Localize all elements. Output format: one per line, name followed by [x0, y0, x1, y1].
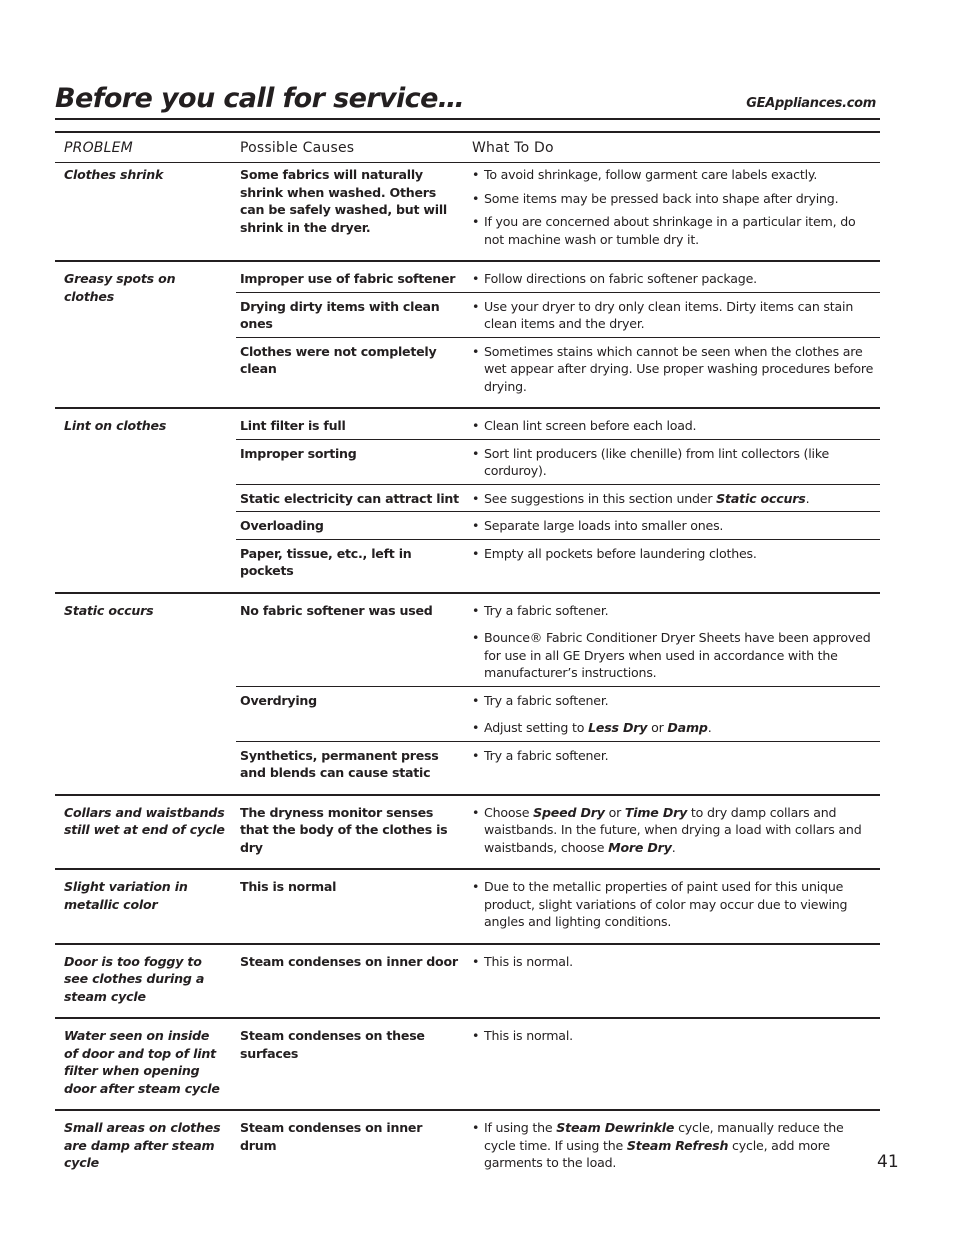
action-cell [464, 593, 880, 687]
action-cell [464, 484, 880, 512]
cause-cell: Paper, tissue, etc., left in pockets [236, 539, 464, 593]
table-row [55, 163, 880, 262]
table-row [55, 261, 880, 292]
problem-cell: Water seen on inside of door and top of lint filter when opening door after steam cycle [55, 1018, 236, 1110]
action-text: See suggestions in this section under [484, 490, 713, 506]
table-row [55, 944, 880, 1019]
problem-cell: Slight variation in metallic color [55, 869, 236, 944]
action-cell [464, 869, 880, 944]
action-cell [464, 439, 880, 484]
static-occurs-reference[interactable]: Static occurs [716, 490, 806, 506]
cause-cell: Overdrying [236, 686, 464, 741]
less-dry-setting: Less Dry [588, 720, 648, 735]
list-item: • Try a fabric softener. [472, 692, 876, 710]
list-item: • Try a fabric softener. [472, 747, 876, 765]
column-header-problem: PROBLEM [55, 132, 236, 163]
steam-refresh-cycle: Steam Refresh [626, 1137, 729, 1153]
action-cell [464, 539, 880, 593]
cause-cell: Steam condenses on inner drum [236, 1110, 464, 1176]
action-cell [464, 337, 880, 408]
list-item: • Sort lint producers (like chenille) from lint collectors (like corduroy). [472, 445, 876, 480]
steam-dewrinkle-cycle: Steam Dewrinkle [556, 1120, 675, 1135]
problem-cell: Small areas on clothes are damp after steam cycle [55, 1110, 236, 1176]
cause-cell: Some fabrics will naturally shrink when washed. Others can be safely washed, but will shrink in the dryer. [240, 167, 447, 235]
table-row [55, 1018, 880, 1110]
website-link[interactable]: GEAppliances.com [746, 96, 876, 111]
table-row [55, 1110, 880, 1176]
problem-cell: Lint on clothes [55, 408, 236, 593]
list-item: • Adjust setting to Less Dry or Damp. [472, 719, 876, 737]
list-item: • If using the Steam Dewrinkle cycle, manually reduce the cycle time. If using the Steam Refresh cycle, add more garments to the load. [472, 1119, 876, 1172]
action-cell [464, 1018, 880, 1110]
action-cell [464, 686, 880, 741]
cause-cell: Improper sorting [236, 439, 464, 484]
page-header [55, 80, 880, 120]
damp-setting: Damp [667, 720, 708, 735]
list-item: • Due to the metallic properties of paint used for this unique product, slight variations of color may occur due to viewing angles and lighting conditions. [472, 878, 876, 931]
list-item: • Try a fabric softener. [472, 602, 876, 620]
action-cell [464, 163, 880, 262]
action-cell [464, 944, 880, 1019]
table-header-row [55, 132, 880, 163]
list-item: • Empty all pockets before laundering clothes. [472, 545, 876, 563]
cause-cell: Drying dirty items with clean ones [236, 292, 464, 337]
more-dry-setting: More Dry [608, 839, 672, 855]
list-item: • If you are concerned about shrinkage in a particular item, do not machine wash or tumble dry it. [472, 213, 876, 248]
table-row [55, 869, 880, 944]
list-item: • Some items may be pressed back into shape after drying. [472, 190, 876, 208]
list-item: • This is normal. [472, 953, 876, 971]
time-dry-setting: Time Dry [624, 804, 688, 820]
cause-cell: Steam condenses on these surfaces [236, 1018, 464, 1110]
action-cell [464, 795, 880, 870]
list-item: • Sometimes stains which cannot be seen when the clothes are wet appear after drying. Use proper washing procedures before drying. [472, 343, 876, 396]
problem-cell: Greasy spots on clothes [55, 261, 236, 408]
problem-cell: Door is too foggy to see clothes during a steam cycle [55, 944, 236, 1019]
list-item: • Follow directions on fabric softener package. [472, 270, 876, 288]
cause-cell: Static electricity can attract lint [236, 484, 464, 512]
cause-cell: Synthetics, permanent press and blends can cause static [236, 741, 464, 795]
cause-cell: This is normal [236, 869, 464, 944]
page-number: 41 [877, 1152, 899, 1172]
list-item: • Bounce® Fabric Conditioner Dryer Sheets have been approved for use in all GE Dryers when used in accordance with the manufacturer’s instructions. [472, 629, 876, 682]
action-cell [464, 261, 880, 292]
action-cell [464, 292, 880, 337]
column-header-what-to-do: What To Do [464, 132, 880, 163]
action-cell [464, 408, 880, 439]
page-title: Before you call for service… [55, 83, 465, 114]
list-item: • See suggestions in this section under Static occurs. [472, 490, 876, 508]
table-row [55, 795, 880, 870]
cause-cell: Overloading [236, 512, 464, 540]
cause-cell: Steam condenses on inner door [236, 944, 464, 1019]
list-item: • Clean lint screen before each load. [472, 417, 876, 435]
problem-cell: Collars and waistbands still wet at end of cycle [55, 795, 236, 870]
troubleshooting-table [55, 131, 880, 1176]
list-item: • Use your dryer to dry only clean items. Dirty items can stain clean items and the dryer. [472, 298, 876, 333]
cause-cell: The dryness monitor senses that the body of the clothes is dry [236, 795, 464, 870]
list-item: • This is normal. [472, 1027, 876, 1045]
column-header-causes: Possible Causes [236, 132, 464, 163]
table-row [55, 593, 880, 687]
cause-cell: No fabric softener was used [236, 593, 464, 687]
action-cell [464, 1110, 880, 1176]
cause-cell: Lint filter is full [236, 408, 464, 439]
cause-cell: Improper use of fabric softener [236, 261, 464, 292]
list-item: • To avoid shrinkage, follow garment care labels exactly. [472, 166, 876, 184]
problem-cell: Clothes shrink [64, 167, 164, 182]
cause-cell: Clothes were not completely clean [236, 337, 464, 408]
speed-dry-setting: Speed Dry [533, 804, 605, 820]
table-row [55, 408, 880, 439]
action-cell [464, 512, 880, 540]
problem-cell: Static occurs [55, 593, 236, 795]
action-cell [464, 741, 880, 795]
list-item: • Separate large loads into smaller ones. [472, 517, 876, 535]
list-item: • Choose Speed Dry or Time Dry to dry damp collars and waistbands. In the future, when drying a load with collars and waistbands, choose More Dry. [472, 804, 876, 857]
